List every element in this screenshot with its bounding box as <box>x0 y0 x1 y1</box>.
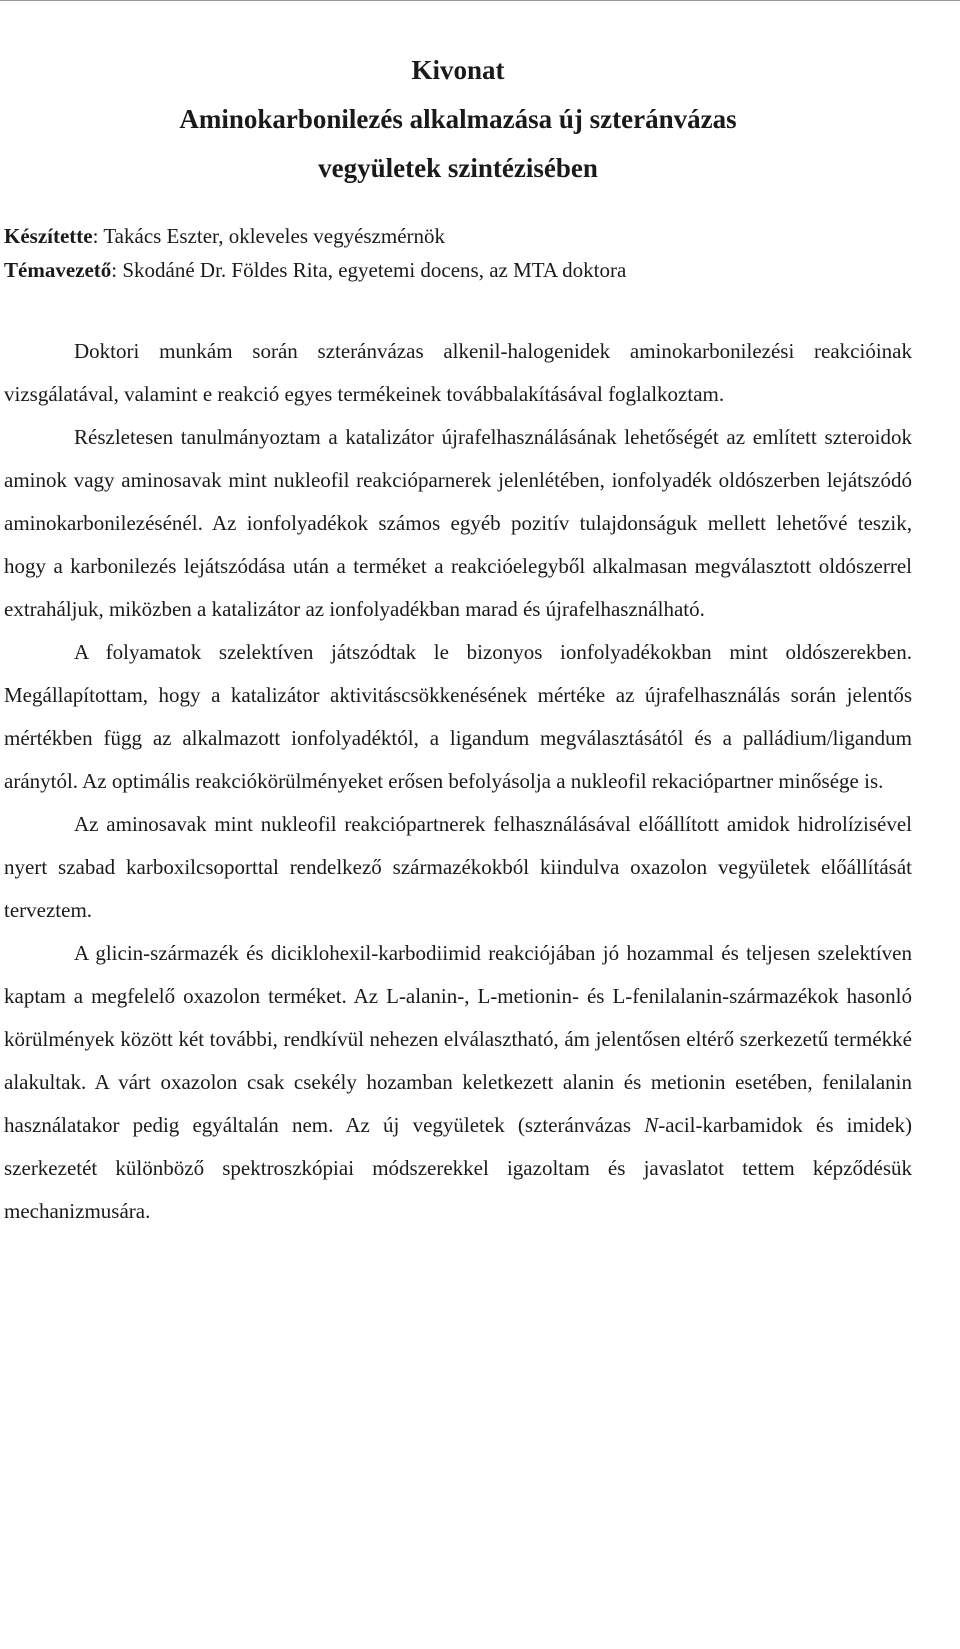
paragraph-3: A folyamatok szelektíven játszódtak le bizonyos ionfolyadékokban mint oldószerekben. Megállapítottam, hogy a katalizátor aktivitáscsökkenésének mértéke az újrafelhasználás során jelentős mértékben függ az alkalmazott ionfolyadéktól, a ligandum megválasztásától és a palládium/ligandum aránytól. Az optimális reakciókörülményeket erősen befolyásolja a nukleofil rekaciópartner minősége is. <box>4 640 912 793</box>
supervisor-value: : Skodáné Dr. Földes Rita, egyetemi docens, az MTA doktora <box>111 258 627 282</box>
title-block <box>4 46 912 193</box>
paragraph-5-text-a: A glicin-származék és diciklohexil-karbodiimid reakciójában jó hozammal és teljesen szelektíven kaptam a megfelelő oxazolon terméket. Az L-alanin-, L-metionin- és L-fenilalanin-származékok hasonló körülmények között két további, rendkívül nehezen elválasztható, ám jelentősen eltérő szerkezetű termékké alakultak. A várt oxazolon csak csekély hozamban keletkezett alanin és metionin esetében, fenilalanin használatakor pedig egyáltalán nem. Az új vegyületek (szteránvázas <box>4 941 912 1137</box>
paragraph-5-italic: N <box>644 1113 659 1137</box>
paragraph-5-text-b: -acil-karbamidok és imidek) szerkezetét különböző spektroszkópiai módszerekkel igazoltam és javaslatot tettem képződésük mechanizmusára. <box>4 1113 912 1223</box>
paragraph-4: Az aminosavak mint nukleofil reakciópartnerek felhasználásával előállított amidok hidrolízisével nyert szabad karboxilcsoporttal rendelkező származékokból kiindulva oxazolon vegyületek előállítását terveztem. <box>4 812 912 922</box>
thesis-title-line-1: Aminokarbonilezés alkalmazása új szteránvázas <box>179 104 737 134</box>
top-rule <box>0 0 960 1</box>
author-line <box>4 219 912 253</box>
abstract-body <box>4 330 912 1233</box>
supervisor-line <box>4 253 912 287</box>
document-page <box>4 46 912 1233</box>
document-title: Kivonat <box>411 55 505 85</box>
paragraph-2: Részletesen tanulmányoztam a katalizátor újrafelhasználásának lehetőségét az említett szteroidok aminok vagy aminosavak mint nukleofil reakcióparnerek jelenlétében, ionfolyadék oldószerben lejátszódó aminokarbonilezésénél. Az ionfolyadékok számos egyéb pozitív tulajdonságuk mellett lehetővé teszik, hogy a karbonilezés lejátszódása után a terméket a reakcióelegyből alkalmasan megválasztott oldószerrel extraháljuk, miközben a katalizátor az ionfolyadékban marad és újrafelhasználható. <box>4 425 912 621</box>
supervisor-label: Témavezető <box>4 258 112 282</box>
thesis-title-line-2: vegyületek szintézisében <box>318 153 598 183</box>
author-value: : Takács Eszter, okleveles vegyészmérnök <box>92 224 446 248</box>
author-label: Készítette <box>4 224 93 248</box>
paragraph-1: Doktori munkám során szteránvázas alkenil-halogenidek aminokarbonilezési reakcióinak vizsgálatával, valamint e reakció egyes termékeinek továbbalakításával foglalkoztam. <box>4 339 912 406</box>
paragraph-5 <box>4 932 912 1233</box>
author-info <box>4 219 912 287</box>
